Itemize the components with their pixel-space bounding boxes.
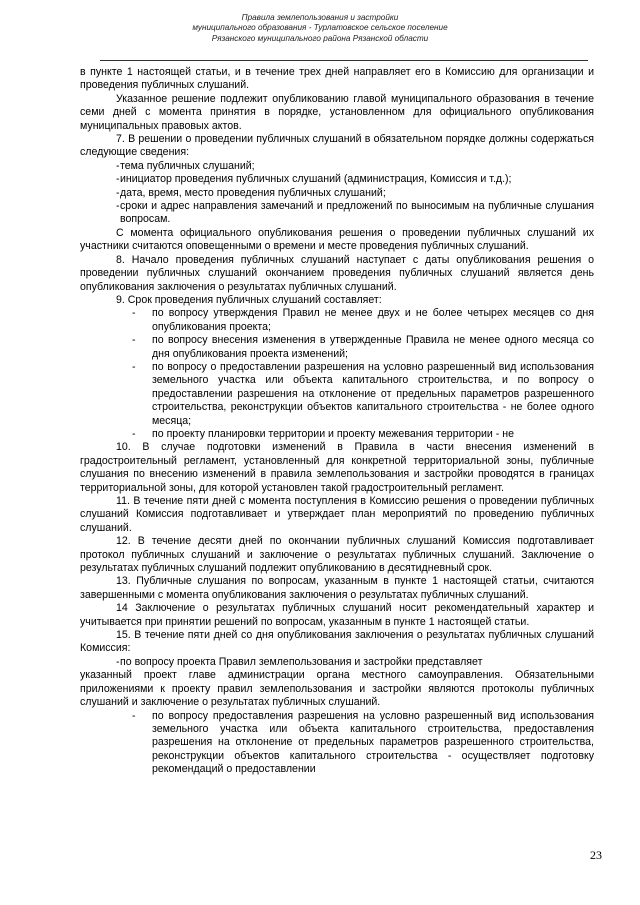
list-item-text: по вопросу проекта Правил землепользования и застройки представляет bbox=[120, 655, 483, 668]
paragraph: 13. Публичные слушания по вопросам, указанным в пункте 1 настоящей статьи, считаются завершенными с момента опубликования заключения о результатах публичных слушаний. bbox=[80, 575, 594, 601]
paragraph: в пункте 1 настоящей статьи, и в течение трех дней направляет его в Комиссию для организации и проведения публичных слушаний. bbox=[80, 66, 594, 92]
paragraph: 10. В случае подготовки изменений в Правила в части внесения изменений в градостроительный регламент, установленный для конкретной территориальной зоны, публичные слушания по внесению изменений в правила землепользования и застройки проводятся в границах территориальной зоны, для которой установлен такой градостроительный регламент. bbox=[80, 441, 594, 494]
header-line-1: Правила землепользования и застройки bbox=[241, 13, 399, 22]
list-dash: - bbox=[116, 200, 120, 213]
list-item-text: по вопросу внесения изменения в утвержденные Правила не менее одного месяца со дня опубликования проекта изменений; bbox=[152, 334, 594, 360]
list-item-text: по проекту планировки территории и проекту межевания территории - не bbox=[152, 427, 515, 440]
header-divider bbox=[100, 60, 588, 61]
paragraph: 12. В течение десяти дней по окончании публичных слушаний Комиссия подготавливает протокол публичных слушаний и заключение о результатах публичных слушаний. Заключение о результатах публичных слушаний подлежит опубликованию в десятидневный срок. bbox=[80, 535, 594, 575]
paragraph: 15. В течение пяти дней со дня опубликования заключения о результатах публичных слушаний Комиссия: bbox=[80, 629, 594, 655]
list-item bbox=[80, 307, 594, 334]
paragraph: 7. В решении о проведении публичных слушаний в обязательном порядке должны содержаться следующие сведения: bbox=[80, 133, 594, 159]
list-item bbox=[80, 200, 594, 227]
page-number: 23 bbox=[590, 848, 602, 862]
list-item-text: сроки и адрес направления замечаний и предложений по выносимым на публичные слушания вопросам. bbox=[120, 200, 594, 226]
list-item-text: инициатор проведения публичных слушаний (администрация, Комиссия и т.д.); bbox=[120, 173, 512, 186]
list-dash: - bbox=[116, 173, 120, 186]
list-item-text: дата, время, место проведения публичных слушаний; bbox=[120, 186, 386, 199]
paragraph: 8. Начало проведения публичных слушаний наступает с даты опубликования решения о проведении публичных слушаний окончанием проведения публичных слушаний является день опубликования заключения о результатах публичных слушаний. bbox=[80, 253, 594, 293]
paragraph: 9. Срок проведения публичных слушаний составляет: bbox=[116, 293, 382, 306]
paragraph: 11. В течение пяти дней с момента поступления в Комиссию решения о проведении публичных слушаний Комиссия подготавливает и утверждает план мероприятий по проведению публичных слушаний. bbox=[80, 495, 594, 534]
header-line-2: муниципального образования - Турлатовское сельское поселение bbox=[192, 23, 448, 33]
list-item-text: по вопросу о предоставлении разрешения на условно разрешенный вид использования земельного участка или объекта капитального строительства, и по вопросу о предоставлении разрешения на отклонение от предельных параметров разрешенного строительства, реконструкции объектов капитального строительства - не более одного месяца; bbox=[152, 360, 594, 427]
list-dash: - bbox=[116, 159, 120, 172]
list-item-text: по вопросу предоставления разрешения на условно разрешенный вид использования земельного участка или объекта капитального строительства, предоставления разрешения на отклонение от предельных параметров разрешенного строительства, реконструкции объектов капитального строительства - осуществляет подготовку рекомендаций о предоставлении bbox=[152, 709, 594, 776]
list-dash: - bbox=[132, 360, 136, 373]
list-item bbox=[80, 428, 594, 441]
list-item bbox=[80, 187, 594, 200]
header-line-3: Рязанского муниципального района Рязанской области bbox=[211, 33, 429, 43]
list-dash: - bbox=[132, 709, 136, 722]
paragraph: указанный проект главе администрации органа местного самоуправления. Обязательными приложениями к проекту правил землепользования и застройки являются протоколы публичных слушаний и заключение о результатах публичных слушаний. bbox=[80, 669, 594, 709]
list-dash: - bbox=[132, 334, 136, 347]
paragraph: 14 Заключение о результатах публичных слушаний носит рекомендательный характер и учитывается при принятии решений по вопросам, указанным в пункте 1 настоящей статьи. bbox=[80, 602, 594, 628]
list-item bbox=[80, 361, 594, 428]
paragraph: Указанное решение подлежит опубликованию главой муниципального образования в течение семи дней с момента принятия в порядке, установленном для официального опубликования муниципальных правовых актов. bbox=[80, 92, 594, 132]
list-dash: - bbox=[132, 427, 136, 440]
list-item bbox=[80, 334, 594, 361]
list-dash: - bbox=[116, 655, 120, 668]
list-dash: - bbox=[132, 307, 136, 320]
list-item bbox=[80, 173, 594, 186]
document-body bbox=[80, 66, 594, 777]
running-header bbox=[0, 13, 640, 44]
list-dash: - bbox=[116, 186, 120, 199]
list-item bbox=[80, 160, 594, 173]
list-item bbox=[80, 656, 594, 669]
list-item-text: по вопросу утверждения Правил не менее двух и не более четырех месяцев со дня опубликования проекта; bbox=[152, 307, 594, 333]
paragraph: С момента официального опубликования решения о проведении публичных слушаний их участники считаются оповещенными о времени и месте проведения публичных слушаний. bbox=[80, 226, 594, 253]
list-item bbox=[80, 710, 594, 777]
list-item-text: тема публичных слушаний; bbox=[120, 159, 255, 172]
